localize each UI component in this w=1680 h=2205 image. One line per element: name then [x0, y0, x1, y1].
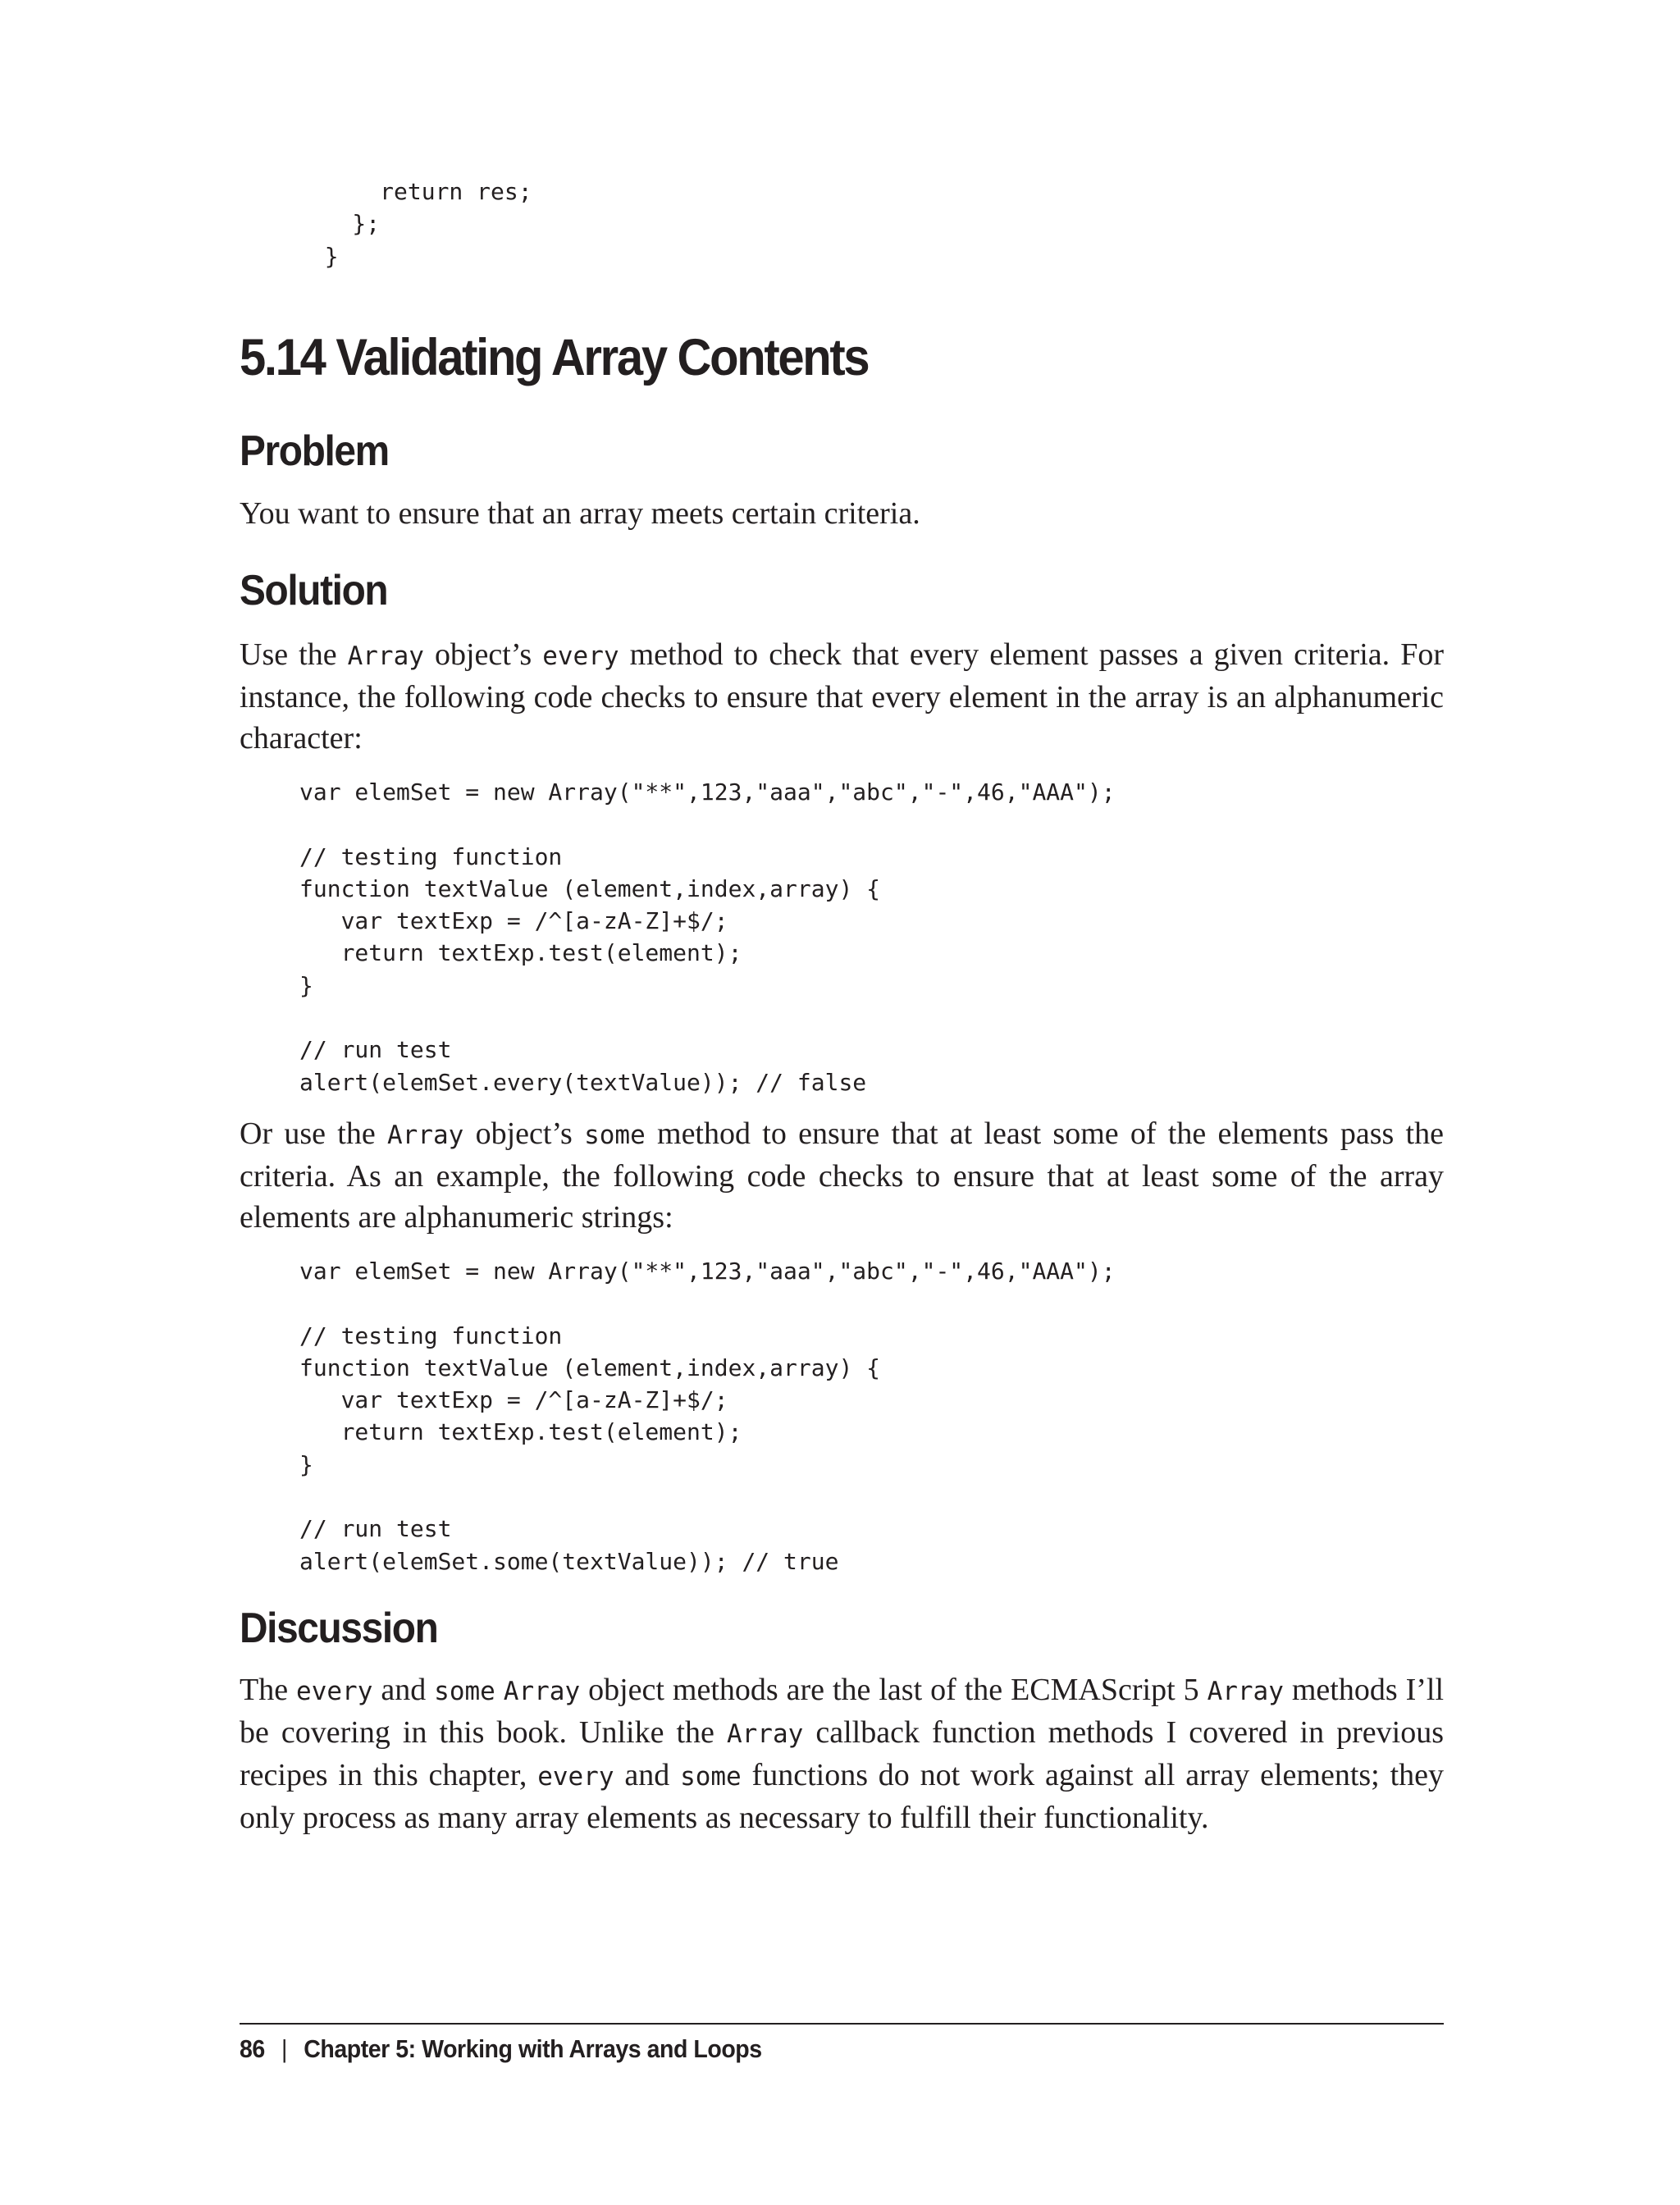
page-footer — [240, 2034, 762, 2064]
page-number: 86 — [240, 2034, 265, 2063]
problem-text: You want to ensure that an array meets certain criteria. — [240, 496, 920, 531]
inline-code: every — [542, 641, 619, 671]
code-block-every: var elemSet = new Array("**",123,"aaa","abc","-",46,"AAA"); // testing function function textValue (element,index,array) { var textExp = /^[a-zA-Z]+$/; return textExp.test(element); } // run test alert(elemSet.every(textValue)); // false — [299, 778, 1116, 1096]
footer-separator: | — [281, 2034, 288, 2063]
text-run: functions do not work against all array elements; they only process as many array elements as necessary to fulfill their functionality. — [240, 1758, 1444, 1835]
text-run: and — [614, 1758, 681, 1792]
chapter-title: Chapter 5: Working with Arrays and Loops — [304, 2034, 762, 2063]
inline-code: some — [584, 1121, 646, 1150]
text-run: callback function methods I covered in previous recipes in this chapter, — [240, 1715, 1444, 1792]
section-title: 5.14 Validating Array Contents — [240, 329, 869, 386]
inline-code: Array — [503, 1677, 581, 1706]
text-run: and — [372, 1673, 435, 1707]
code-block-continued: return res; }; } — [324, 178, 532, 270]
discussion-heading: Discussion — [240, 1605, 438, 1652]
solution-paragraph-1 — [240, 634, 1444, 759]
text-run: Or use the — [240, 1116, 387, 1151]
problem-heading: Problem — [240, 427, 389, 475]
text-run: object’s — [423, 637, 543, 672]
inline-code: some — [680, 1762, 742, 1792]
inline-code: Array — [1207, 1677, 1284, 1706]
inline-code: Array — [347, 641, 424, 671]
discussion-paragraph — [240, 1669, 1444, 1838]
inline-code: Array — [726, 1719, 804, 1749]
inline-code: some — [434, 1677, 495, 1706]
solution-paragraph-2 — [240, 1113, 1444, 1238]
inline-code: Array — [387, 1121, 464, 1150]
text-run: Use the — [240, 637, 348, 672]
inline-code: every — [537, 1762, 614, 1792]
text-run: object methods are the last of the ECMAScript 5 — [580, 1673, 1208, 1707]
text-run: method to ensure that at least some of the elements pass the criteria. As an example, the following code checks to ensure that at least some of the array elements are alphanumeric strings: — [240, 1116, 1444, 1235]
text-run: method to check that every element passes a given criteria. For instance, the following code checks to ensure that every element in the array is an alphanumeric character: — [240, 637, 1444, 756]
solution-heading: Solution — [240, 567, 388, 614]
text-run — [495, 1673, 504, 1707]
footer-rule — [240, 2023, 1444, 2025]
inline-code: every — [296, 1677, 373, 1706]
text-run: The — [240, 1673, 297, 1707]
text-run: methods I’ll be covering in this book. Unlike the — [240, 1673, 1445, 1750]
code-block-some: var elemSet = new Array("**",123,"aaa","abc","-",46,"AAA"); // testing function function textValue (element,index,array) { var textExp = /^[a-zA-Z]+$/; return textExp.test(element); } // run test alert(elemSet.some(textValue)); // true — [299, 1258, 1116, 1575]
text-run: object’s — [463, 1116, 585, 1151]
